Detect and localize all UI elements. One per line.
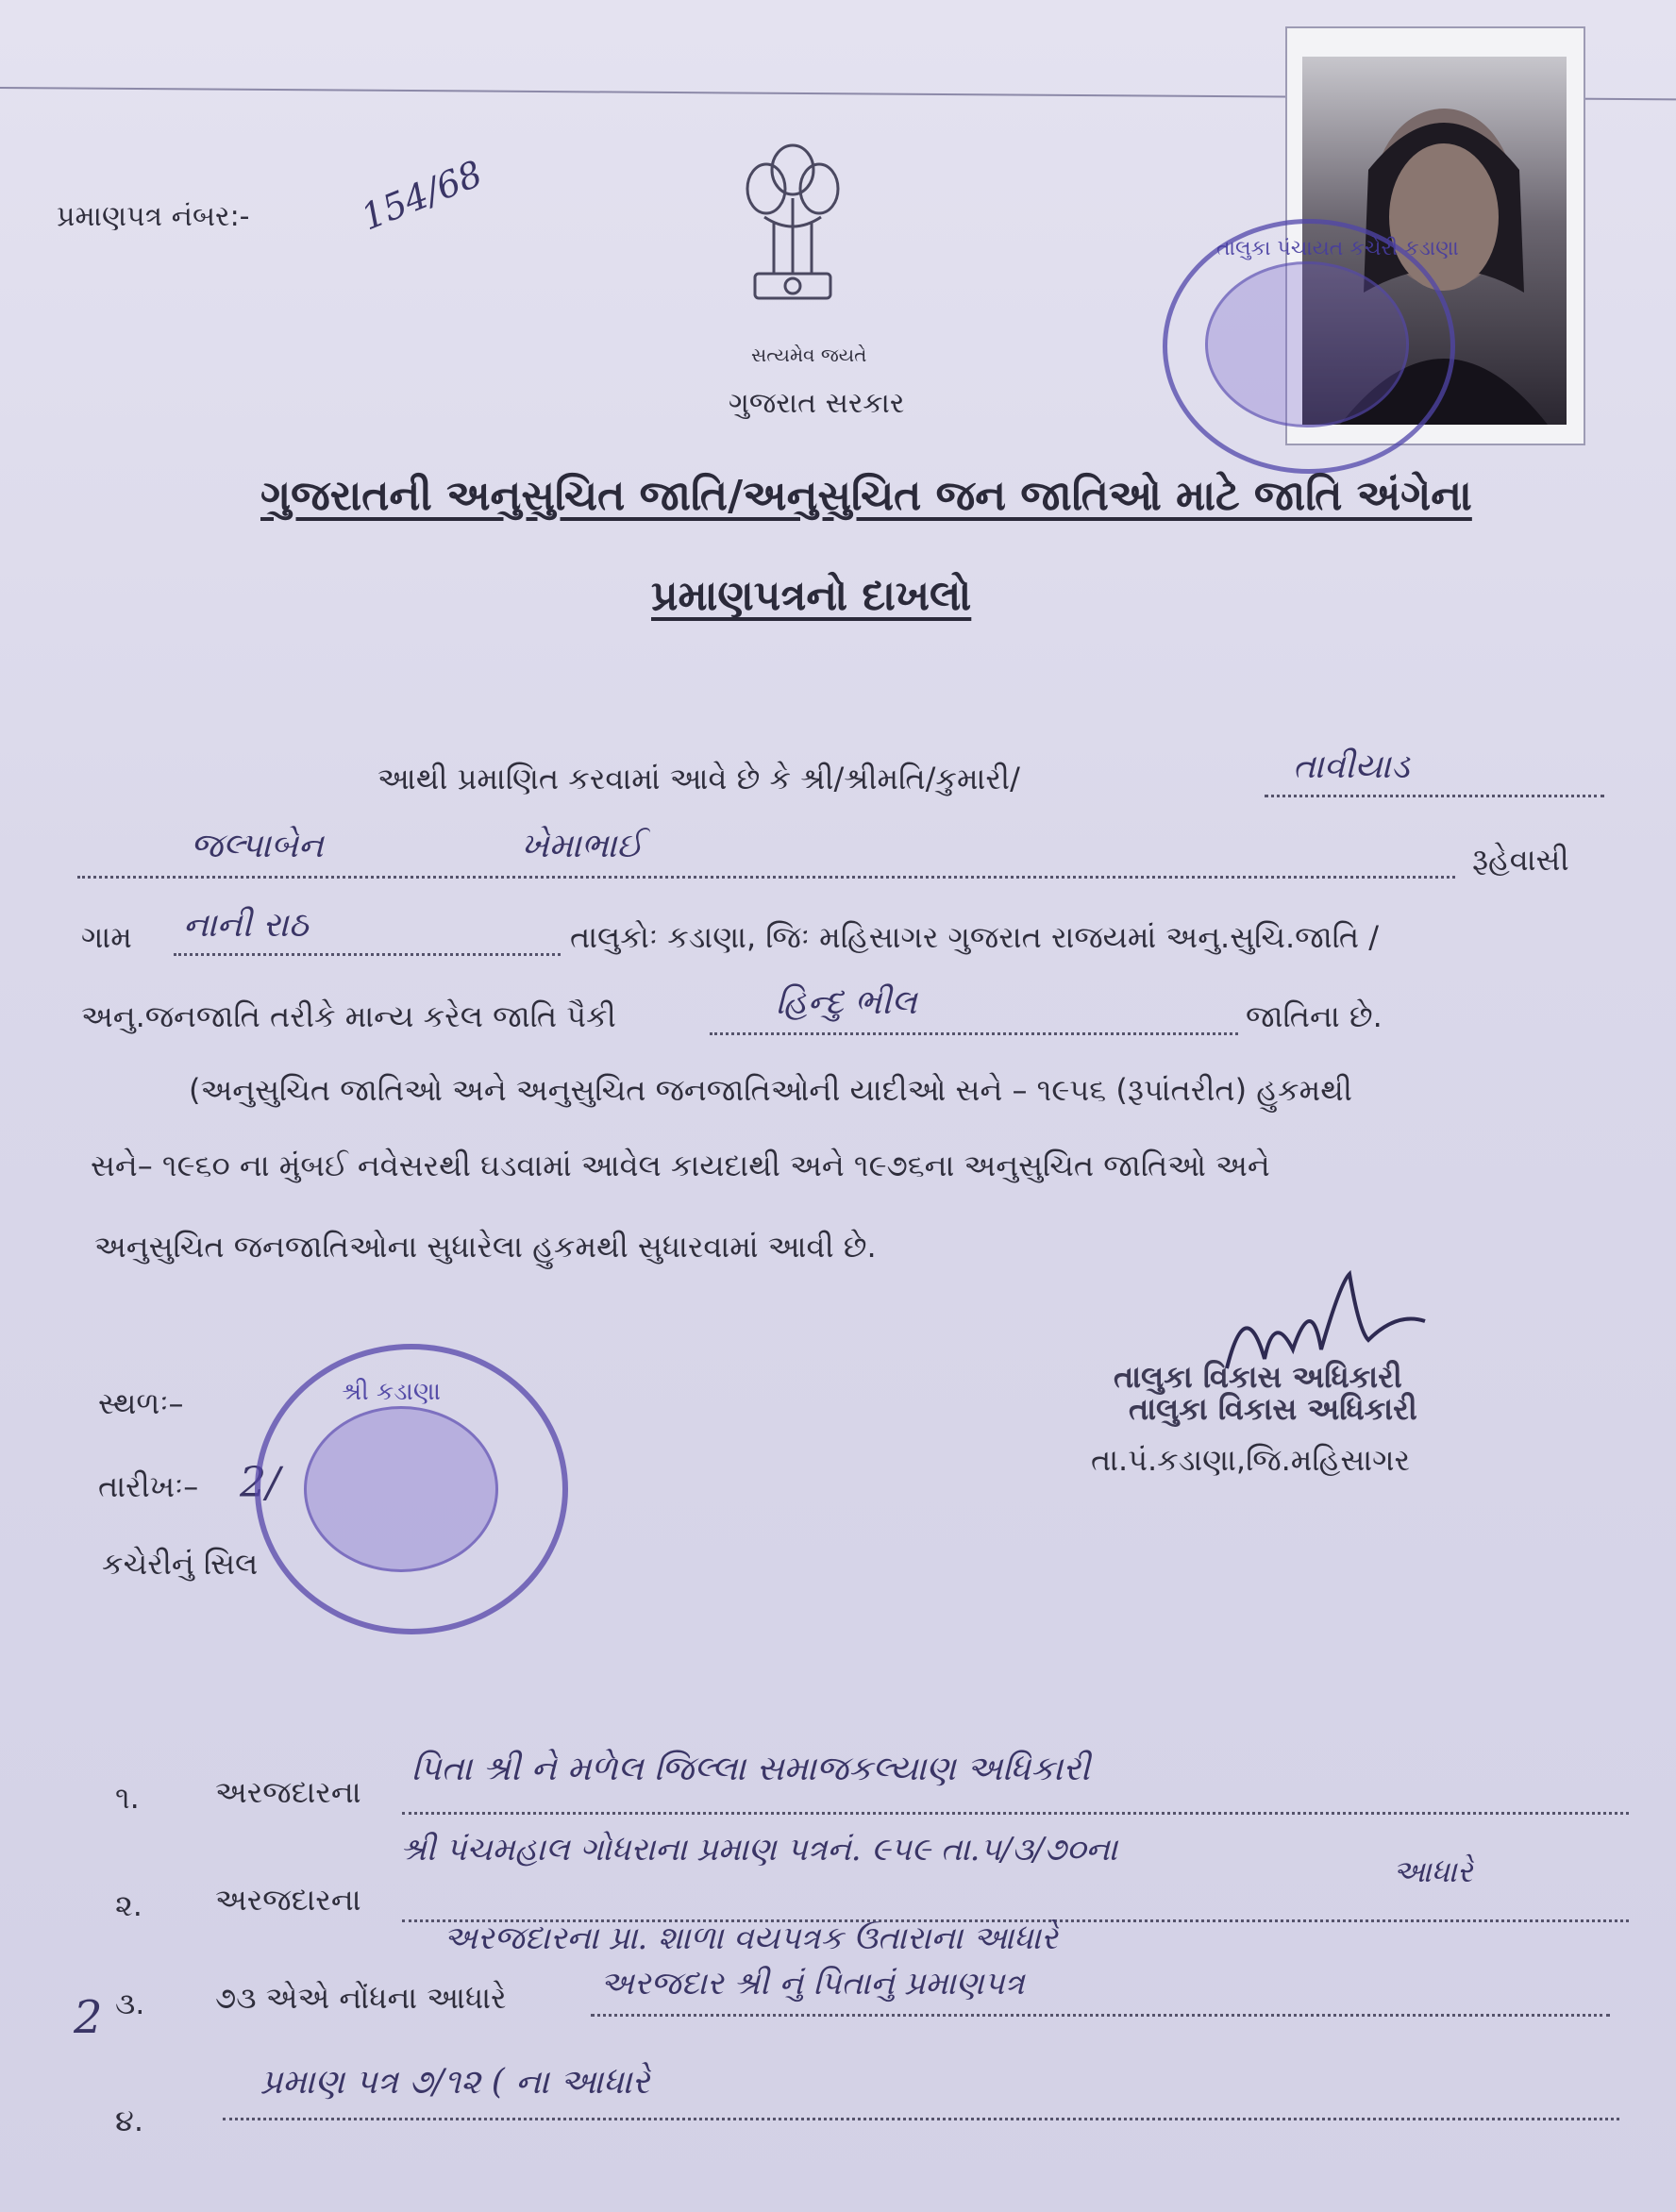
item4-field — [223, 2063, 1619, 2120]
caste-value: હિન્દુ ભીલ — [776, 983, 917, 1022]
government-name: ગુજરાત સરકાર — [729, 387, 905, 420]
officer-title-line1: તાલુકા વિકાસ અધિકારી — [1114, 1359, 1402, 1395]
certificate-number-value: 154/68 — [355, 152, 489, 239]
village-value: નાની રાઠ — [183, 906, 309, 945]
residence-label: રૂહેવાસી — [1472, 842, 1569, 878]
item1-value: પિતા શ્રી ને મળેલ જિલ્લા સમાજકલ્યાણ અધિકારી — [411, 1750, 1091, 1788]
item3-number: ૩. — [115, 1986, 145, 2021]
certificate-number-label: પ્રમાણપત્ર નંબર:- — [57, 200, 250, 233]
item3-field — [591, 1965, 1610, 2017]
item2-value: આધારે — [1393, 1853, 1473, 1889]
item4-value: પ્રમાણ પત્ર ૭/૧૨ ( ના આધારે — [260, 2063, 650, 2102]
item3-value: અરજદાર શ્રી નું પિતાનું પ્રમાણપત્ર — [600, 1965, 1025, 2003]
body-line4-suffix: જાતિના છે. — [1246, 998, 1383, 1034]
father-name: ખેમાભાઈ — [521, 827, 644, 865]
photo-stamp-text: તાલુકા પંચાયત કચેરી કડાણા — [1216, 237, 1459, 260]
office-seal-text: શ્રી કડાણા — [342, 1378, 441, 1406]
item3-label: ૭૩ એએ નોંધના આધારે — [215, 1980, 507, 2016]
item2-continuation: અરજદારના પ્રા. શાળા વયપત્રક ઉતારાના આધારે — [444, 1919, 1058, 1957]
village-label: ગામ — [81, 919, 132, 955]
applicant-name: જલ્પાબેન — [191, 827, 324, 865]
date-label: તારીખઃ– — [98, 1468, 199, 1504]
office-seal-stamp — [255, 1344, 568, 1634]
item3-margin-mark: 2 — [74, 1991, 103, 2044]
para2-line3: અનુસુચિત જનજાતિઓના સુધારેલા હુકમથી સુધારવામાં આવી છે. — [94, 1229, 877, 1265]
emblem-motto: સત્યમેવ જયતે — [751, 344, 867, 366]
caste-field — [710, 983, 1238, 1035]
date-value: 2/ — [240, 1459, 280, 1507]
officer-title-line2: તાલુકા વિકાસ અધિકારી — [1129, 1391, 1417, 1427]
item2-field — [402, 1853, 1629, 1922]
certificate-title-line1: ગુજરાતની અનુસુચિત જાતિ/અનુસુચિત જન જાતિઓ માટે જાતિ અંગેના — [260, 472, 1472, 520]
item4-number: ૪. — [115, 2103, 144, 2138]
certificate-title-line2: પ્રમાણપત્રનો દાખલો — [651, 572, 972, 620]
officer-title-line3: તા.પં.કડાણા,જિ.મહિસાગર — [1091, 1442, 1411, 1478]
body-line3-rest: તાલુકોઃ કડાણા, જિઃ મહિસાગર ગુજરાત રાજયમાં અનુ.સુચિ.જાતિ / — [570, 919, 1380, 955]
body-line1-prefix: આથી પ્રમાણિત કરવામાં આવે છે કે શ્રી/શ્રીમતિ/કુમારી/ — [377, 761, 1020, 796]
item2-label: અરજદારના — [215, 1882, 361, 1918]
body-line4-prefix: અનુ.જનજાતિ તરીકે માન્ય કરેલ જાતિ પૈકી — [81, 998, 616, 1034]
village-field — [174, 906, 561, 956]
place-label: સ્થળઃ– — [98, 1385, 184, 1421]
name-field — [77, 827, 1455, 879]
ashoka-emblem-icon — [727, 132, 859, 359]
surname-value: તાવીયાડ — [1293, 747, 1410, 786]
seal-label: કચેરીનું સિલ — [102, 1546, 259, 1582]
item1-field — [402, 1750, 1629, 1815]
para2-line1: (અનુસુચિત જાતિઓ અને અનુસુચિત જનજાતિઓની યાદીઓ સને – ૧૯૫૬ (રૂપાંતરીત) હુકમથી — [189, 1072, 1352, 1108]
item1-label: અરજદારના — [215, 1774, 361, 1810]
item1-continuation: શ્રી પંચમહાલ ગોધરાના પ્રમાણ પત્રનં. ૯૫૯ તા.૫/૩/૭૦ના — [400, 1831, 1118, 1868]
para2-line2: સને– ૧૯૬૦ ના મુંબઈ નવેસરથી ઘડવામાં આવેલ કાયદાથી અને ૧૯૭૬ના અનુસુચિત જાતિઓ અને — [91, 1148, 1270, 1183]
item2-number: ૨. — [115, 1887, 142, 1923]
surname-field — [1265, 747, 1604, 797]
item1-number: ૧. — [115, 1780, 140, 1816]
photo-office-stamp — [1163, 219, 1459, 474]
